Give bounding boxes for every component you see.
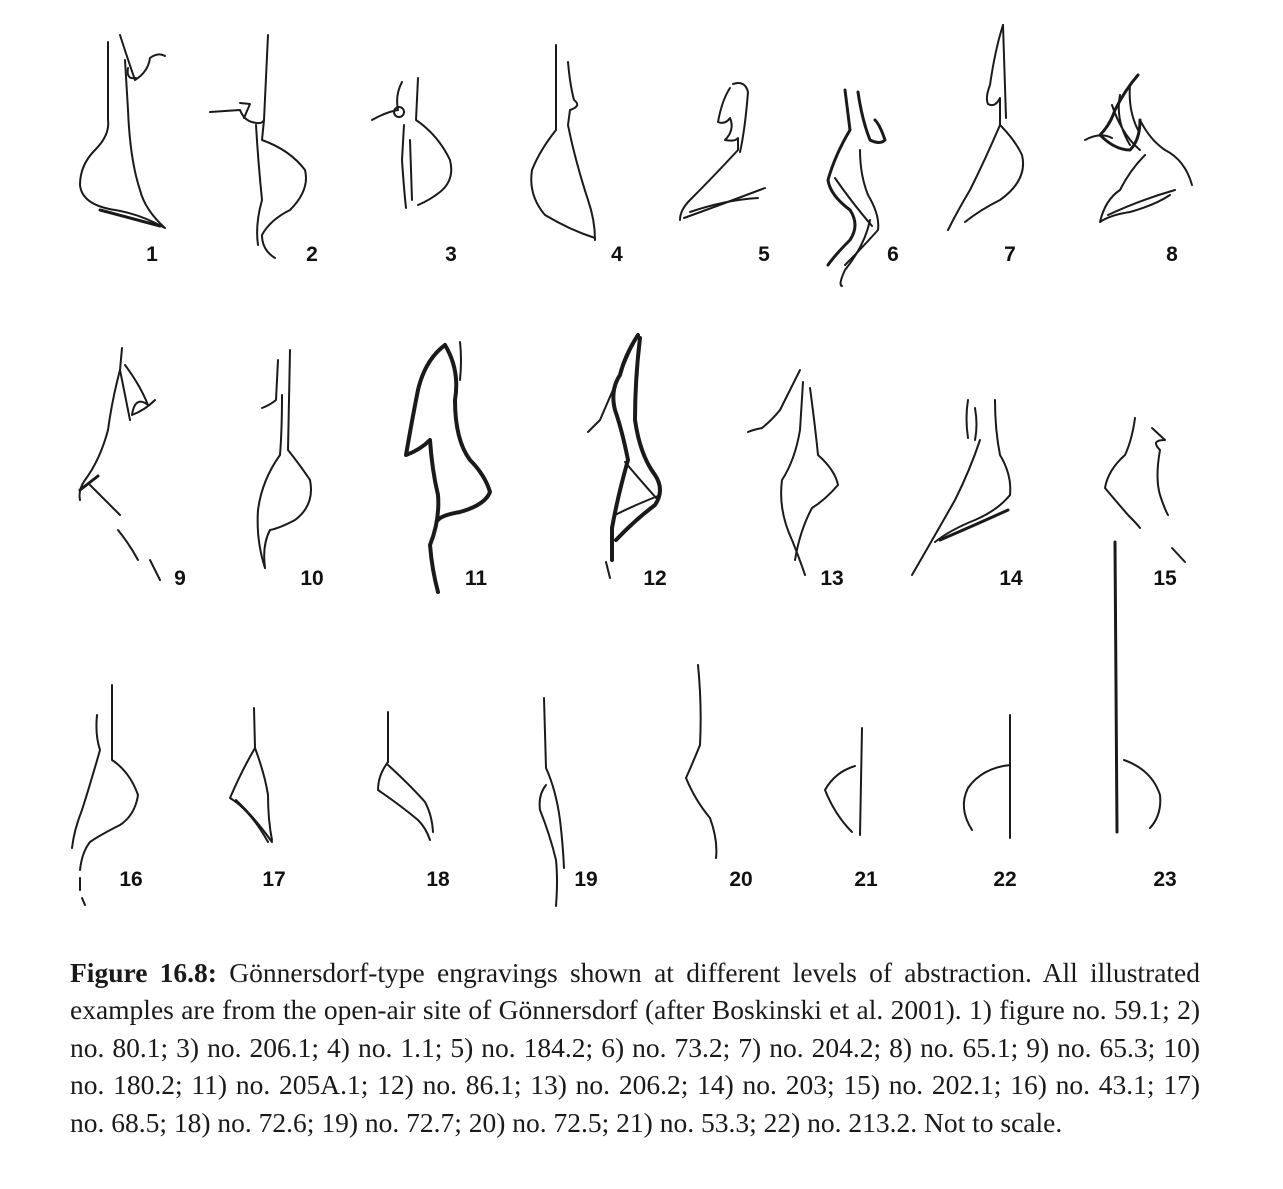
panel-number-21: 21 bbox=[854, 868, 878, 891]
panel-number-18: 18 bbox=[426, 868, 450, 891]
engraving-17 bbox=[230, 708, 272, 842]
engraving-4 bbox=[531, 45, 595, 240]
panel-number-10: 10 bbox=[300, 567, 324, 590]
engraving-19 bbox=[540, 698, 564, 906]
panel-number-5: 5 bbox=[758, 243, 770, 266]
panel-number-8: 8 bbox=[1166, 243, 1178, 266]
engraving-20 bbox=[686, 665, 716, 858]
panel-number-22: 22 bbox=[993, 868, 1017, 891]
panel-number-4: 4 bbox=[611, 243, 623, 266]
panel-number-9: 9 bbox=[174, 567, 186, 590]
panel-number-20: 20 bbox=[729, 868, 753, 891]
panel-number-23: 23 bbox=[1153, 868, 1177, 891]
engraving-10 bbox=[258, 350, 311, 568]
engraving-9 bbox=[80, 348, 160, 580]
caption-label: Figure 16.8: bbox=[70, 956, 217, 988]
panel-number-17: 17 bbox=[262, 868, 286, 891]
engraving-18 bbox=[378, 712, 433, 840]
panel-number-2: 2 bbox=[306, 243, 318, 266]
engraving-3 bbox=[372, 78, 451, 208]
panel-number-6: 6 bbox=[887, 243, 899, 266]
panel-number-12: 12 bbox=[643, 567, 667, 590]
engraving-22 bbox=[964, 715, 1010, 838]
engraving-14 bbox=[912, 400, 1010, 575]
engraving-11 bbox=[406, 342, 490, 592]
engraving-5 bbox=[680, 83, 765, 220]
engraving-7 bbox=[948, 25, 1023, 230]
engraving-21 bbox=[825, 728, 862, 835]
panel-number-19: 19 bbox=[574, 868, 598, 891]
caption-text: Gönnersdorf-type engravings shown at different levels of abstraction. All illustrated examples are from the open-air site of Gönnersdorf (after Boskinski et al. 2001). 1) figure no. 59.1; 2) no. 80.1; 3) no. 206.1; 4) no. 1.1; 5) no. 184.2; 6) no. 73.2; 7) no. 204.2; 8) no. 65.1; 9) no. 65.3; 10) no. 180.2; 11) no. 205A.1; 12) no. 86.1; 13) no. 206.2; 14) no. 203; 15) no. 202.1; 16) no. 43.1; 17) no. 68.5; 18) no. 72.6; 19) no. 72.7; 20) no. 72.5; 21) no. 53.3; 22) no. 213.2. Not to scale. bbox=[70, 956, 1200, 1138]
engraving-15 bbox=[1105, 418, 1185, 562]
engraving-12 bbox=[588, 335, 660, 578]
engraving-6 bbox=[828, 90, 885, 286]
panel-number-1: 1 bbox=[146, 243, 158, 266]
panel-number-11: 11 bbox=[464, 567, 488, 590]
panel-number-13: 13 bbox=[820, 567, 844, 590]
engraving-1 bbox=[80, 35, 165, 228]
engraving-2 bbox=[210, 35, 306, 258]
engraving-8 bbox=[1085, 75, 1192, 222]
figure-caption bbox=[70, 954, 1200, 1142]
engraving-13 bbox=[748, 370, 838, 575]
panel-number-3: 3 bbox=[445, 243, 457, 266]
panel-number-16: 16 bbox=[119, 868, 143, 891]
panel-number-7: 7 bbox=[1004, 243, 1016, 266]
panel-number-14: 14 bbox=[999, 567, 1023, 590]
panel-number-15: 15 bbox=[1153, 567, 1177, 590]
